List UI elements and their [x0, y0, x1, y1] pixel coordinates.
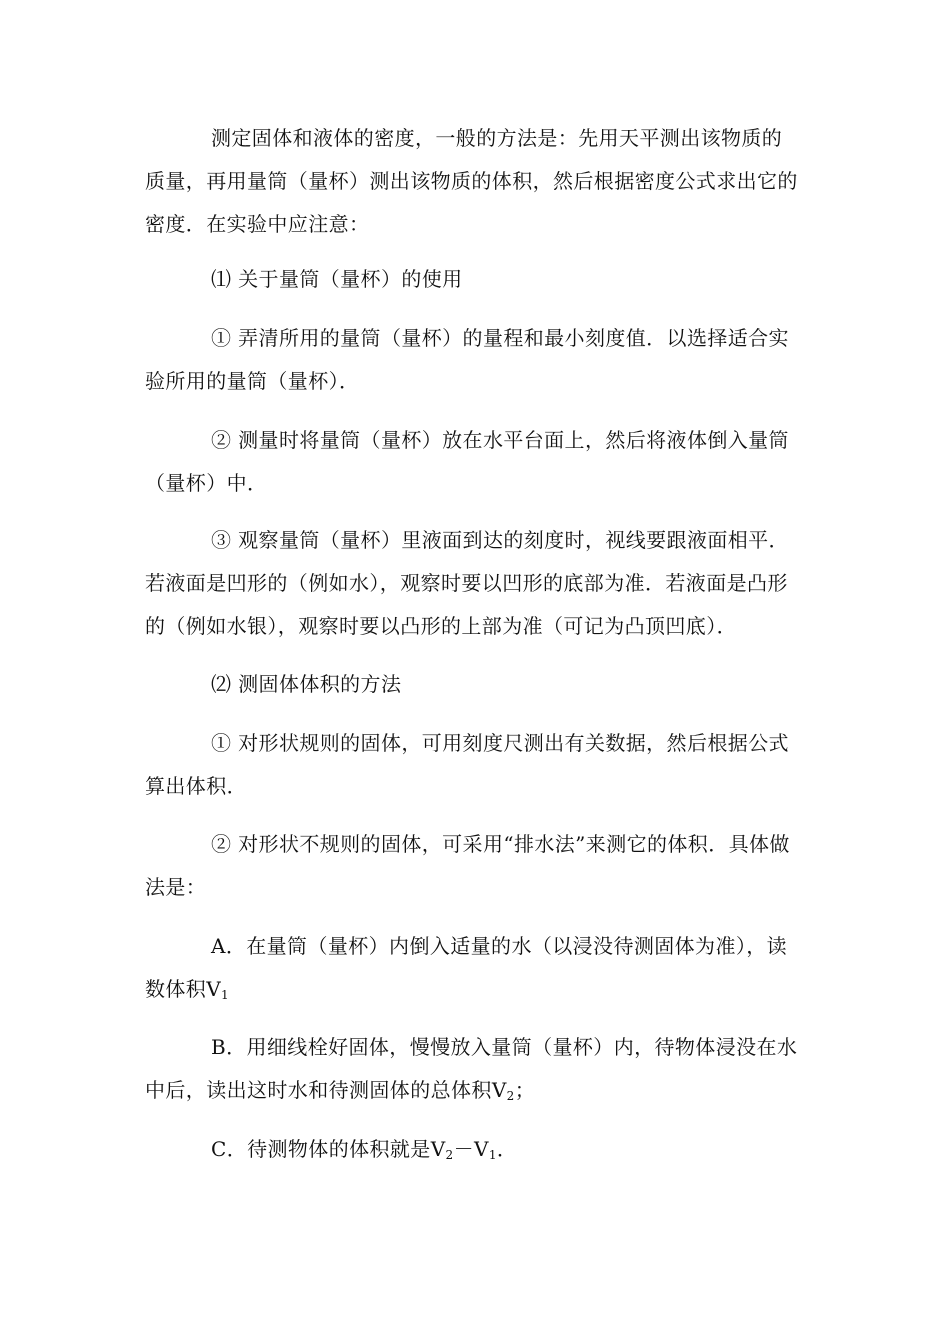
- section-2-item-1: ① 对形状规则的固体，可用刻度尺测出有关数据，然后根据公式算出体积．: [145, 731, 789, 798]
- step-c-sub-1: 2: [445, 1148, 454, 1162]
- step-b-var: V: [491, 1078, 507, 1102]
- step-b-end: ；: [514, 1078, 536, 1102]
- step-a-var: V: [206, 977, 222, 1001]
- step-c-minus: －: [453, 1137, 474, 1161]
- step-c-text: C．待测物体的体积就是: [211, 1137, 431, 1161]
- section-1-item-1: ① 弄清所用的量筒（量杯）的量程和最小刻度值．以选择适合实验所用的量筒（量杯）．: [145, 326, 789, 393]
- section-2-heading: ⑵ 测固体体积的方法: [211, 672, 402, 696]
- intro-paragraph: 测定固体和液体的密度，一般的方法是：先用天平测出该物质的质量，再用量筒（量杯）测出该物质的体积，然后根据密度公式求出它的密度．在实验中应注意：: [145, 126, 798, 236]
- step-c-var-1: V: [430, 1137, 446, 1161]
- step-c-var-2: V: [474, 1137, 489, 1161]
- section-1-heading: ⑴ 关于量筒（量杯）的使用: [211, 267, 463, 291]
- step-c-sub-2: 1: [488, 1148, 497, 1162]
- step-a-sub: 1: [221, 988, 230, 1002]
- step-a-text: A．在量筒（量杯）内倒入适量的水（以浸没待测固体为准），读数体积: [145, 934, 788, 1001]
- section-1-item-3: ③ 观察量筒（量杯）里液面到达的刻度时，视线要跟液面相平．若液面是凹形的（例如水），观察时要以凹形的底部为准．若液面是凸形的（例如水银），观察时要以凸形的上部为准（可记为凸顶凹底）．: [145, 528, 789, 638]
- step-c-end: ．: [496, 1137, 518, 1161]
- section-1-item-2: ② 测量时将量筒（量杯）放在水平台面上，然后将液体倒入量筒（量杯）中．: [145, 428, 789, 495]
- step-b-sub: 2: [506, 1089, 515, 1103]
- step-c: [145, 1128, 800, 1177]
- section-2-item-2: ② 对形状不规则的固体，可采用“排水法”来测它的体积．具体做法是：: [145, 832, 790, 899]
- step-a: [145, 925, 800, 1017]
- step-b: [145, 1026, 800, 1118]
- step-b-text: B．用细线栓好固体，慢慢放入量筒（量杯）内，待物体浸没在水中后，读出这时水和待测固体的总体积: [145, 1035, 798, 1102]
